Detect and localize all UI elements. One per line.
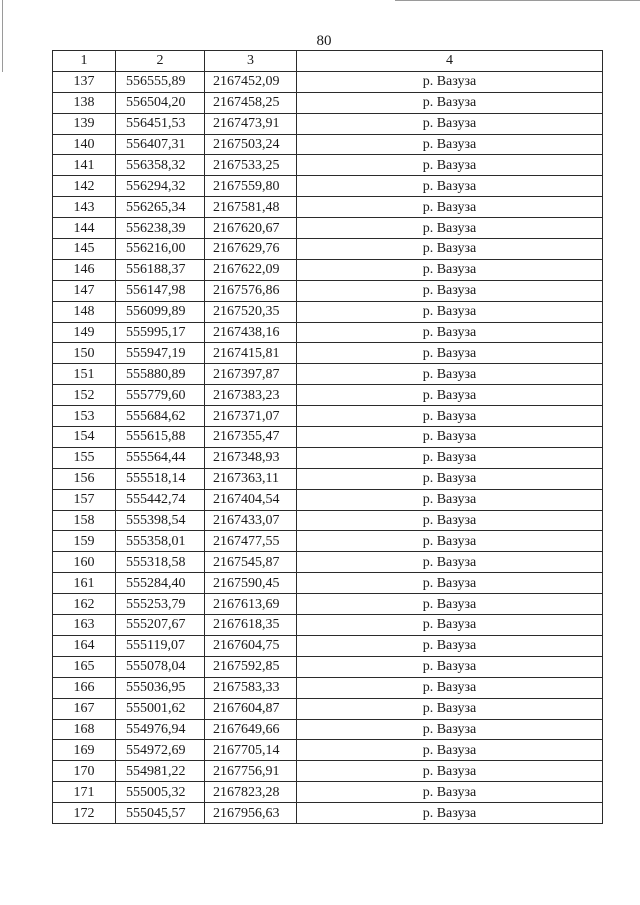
column-header-2: 2 [116, 51, 205, 72]
table-row [53, 740, 603, 761]
description-cell: р. Вазуза [297, 71, 603, 92]
table-row [53, 719, 603, 740]
point-number-cell: 165 [53, 656, 116, 677]
description-cell: р. Вазуза [297, 259, 603, 280]
point-number-cell: 142 [53, 176, 116, 197]
x-coordinate-cell: 556294,32 [116, 176, 205, 197]
table-row [53, 447, 603, 468]
table-row [53, 656, 603, 677]
y-coordinate-cell: 2167592,85 [205, 656, 297, 677]
point-number-cell: 172 [53, 803, 116, 824]
x-coordinate-cell: 555398,54 [116, 510, 205, 531]
x-coordinate-cell: 555442,74 [116, 489, 205, 510]
y-coordinate-cell: 2167545,87 [205, 552, 297, 573]
point-number-cell: 166 [53, 677, 116, 698]
y-coordinate-cell: 2167452,09 [205, 71, 297, 92]
point-number-cell: 169 [53, 740, 116, 761]
table-row [53, 552, 603, 573]
x-coordinate-cell: 555564,44 [116, 447, 205, 468]
point-number-cell: 140 [53, 134, 116, 155]
table-row [53, 468, 603, 489]
table-row [53, 239, 603, 260]
description-cell: р. Вазуза [297, 280, 603, 301]
point-number-cell: 143 [53, 197, 116, 218]
x-coordinate-cell: 555995,17 [116, 322, 205, 343]
point-number-cell: 150 [53, 343, 116, 364]
point-number-cell: 147 [53, 280, 116, 301]
table-row [53, 385, 603, 406]
description-cell: р. Вазуза [297, 573, 603, 594]
description-cell: р. Вазуза [297, 761, 603, 782]
y-coordinate-cell: 2167438,16 [205, 322, 297, 343]
y-coordinate-cell: 2167604,87 [205, 698, 297, 719]
x-coordinate-cell: 556504,20 [116, 92, 205, 113]
x-coordinate-cell: 555518,14 [116, 468, 205, 489]
table-row [53, 218, 603, 239]
description-cell: р. Вазуза [297, 489, 603, 510]
point-number-cell: 161 [53, 573, 116, 594]
y-coordinate-cell: 2167371,07 [205, 406, 297, 427]
x-coordinate-cell: 554972,69 [116, 740, 205, 761]
point-number-cell: 167 [53, 698, 116, 719]
table-row [53, 510, 603, 531]
table-row [53, 427, 603, 448]
description-cell: р. Вазуза [297, 740, 603, 761]
y-coordinate-cell: 2167363,11 [205, 468, 297, 489]
description-cell: р. Вазуза [297, 322, 603, 343]
description-cell: р. Вазуза [297, 406, 603, 427]
description-cell: р. Вазуза [297, 427, 603, 448]
description-cell: р. Вазуза [297, 155, 603, 176]
x-coordinate-cell: 556188,37 [116, 259, 205, 280]
table-body [53, 71, 603, 823]
point-number-cell: 148 [53, 301, 116, 322]
description-cell: р. Вазуза [297, 552, 603, 573]
x-coordinate-cell: 555779,60 [116, 385, 205, 406]
table-row [53, 677, 603, 698]
point-number-cell: 163 [53, 615, 116, 636]
point-number-cell: 146 [53, 259, 116, 280]
x-coordinate-cell: 555078,04 [116, 656, 205, 677]
description-cell: р. Вазуза [297, 239, 603, 260]
x-coordinate-cell: 554976,94 [116, 719, 205, 740]
description-cell: р. Вазуза [297, 803, 603, 824]
description-cell: р. Вазуза [297, 218, 603, 239]
y-coordinate-cell: 2167473,91 [205, 113, 297, 134]
y-coordinate-cell: 2167348,93 [205, 447, 297, 468]
point-number-cell: 145 [53, 239, 116, 260]
y-coordinate-cell: 2167477,55 [205, 531, 297, 552]
x-coordinate-cell: 556407,31 [116, 134, 205, 155]
description-cell: р. Вазуза [297, 134, 603, 155]
description-cell: р. Вазуза [297, 594, 603, 615]
description-cell: р. Вазуза [297, 635, 603, 656]
point-number-cell: 149 [53, 322, 116, 343]
x-coordinate-cell: 556147,98 [116, 280, 205, 301]
description-cell: р. Вазуза [297, 92, 603, 113]
table-row [53, 635, 603, 656]
x-coordinate-cell: 555253,79 [116, 594, 205, 615]
x-coordinate-cell: 555358,01 [116, 531, 205, 552]
description-cell: р. Вазуза [297, 531, 603, 552]
point-number-cell: 141 [53, 155, 116, 176]
table-row [53, 176, 603, 197]
x-coordinate-cell: 555615,88 [116, 427, 205, 448]
description-cell: р. Вазуза [297, 197, 603, 218]
x-coordinate-cell: 556238,39 [116, 218, 205, 239]
y-coordinate-cell: 2167533,25 [205, 155, 297, 176]
table-row [53, 594, 603, 615]
point-number-cell: 162 [53, 594, 116, 615]
y-coordinate-cell: 2167705,14 [205, 740, 297, 761]
description-cell: р. Вазуза [297, 364, 603, 385]
table-row [53, 615, 603, 636]
point-number-cell: 151 [53, 364, 116, 385]
point-number-cell: 168 [53, 719, 116, 740]
x-coordinate-cell: 556555,89 [116, 71, 205, 92]
y-coordinate-cell: 2167433,07 [205, 510, 297, 531]
x-coordinate-cell: 556216,00 [116, 239, 205, 260]
table-row [53, 134, 603, 155]
x-coordinate-cell: 555045,57 [116, 803, 205, 824]
table-row [53, 155, 603, 176]
table-row [53, 531, 603, 552]
x-coordinate-cell: 555684,62 [116, 406, 205, 427]
x-coordinate-cell: 555005,32 [116, 782, 205, 803]
point-number-cell: 139 [53, 113, 116, 134]
description-cell: р. Вазуза [297, 176, 603, 197]
table-row [53, 322, 603, 343]
table-row [53, 364, 603, 385]
point-number-cell: 144 [53, 218, 116, 239]
table-row [53, 71, 603, 92]
x-coordinate-cell: 556358,32 [116, 155, 205, 176]
table-row [53, 782, 603, 803]
table-row [53, 489, 603, 510]
table-row [53, 406, 603, 427]
y-coordinate-cell: 2167649,66 [205, 719, 297, 740]
x-coordinate-cell: 555119,07 [116, 635, 205, 656]
y-coordinate-cell: 2167581,48 [205, 197, 297, 218]
point-number-cell: 155 [53, 447, 116, 468]
point-number-cell: 164 [53, 635, 116, 656]
description-cell: р. Вазуза [297, 656, 603, 677]
y-coordinate-cell: 2167404,54 [205, 489, 297, 510]
x-coordinate-cell: 555036,95 [116, 677, 205, 698]
table-row [53, 259, 603, 280]
coordinates-table [52, 50, 603, 824]
column-header-3: 3 [205, 51, 297, 72]
description-cell: р. Вазуза [297, 510, 603, 531]
table-row [53, 113, 603, 134]
description-cell: р. Вазуза [297, 301, 603, 322]
y-coordinate-cell: 2167629,76 [205, 239, 297, 260]
y-coordinate-cell: 2167956,63 [205, 803, 297, 824]
table-row [53, 301, 603, 322]
y-coordinate-cell: 2167520,35 [205, 301, 297, 322]
table-row [53, 573, 603, 594]
y-coordinate-cell: 2167590,45 [205, 573, 297, 594]
x-coordinate-cell: 554981,22 [116, 761, 205, 782]
description-cell: р. Вазуза [297, 677, 603, 698]
page-number: 80 [316, 33, 332, 49]
x-coordinate-cell: 555318,58 [116, 552, 205, 573]
y-coordinate-cell: 2167458,25 [205, 92, 297, 113]
point-number-cell: 152 [53, 385, 116, 406]
table-row [53, 698, 603, 719]
point-number-cell: 159 [53, 531, 116, 552]
y-coordinate-cell: 2167415,81 [205, 343, 297, 364]
x-coordinate-cell: 555947,19 [116, 343, 205, 364]
description-cell: р. Вазуза [297, 468, 603, 489]
table-row [53, 280, 603, 301]
scan-edge-top-line [395, 0, 640, 1]
table-row [53, 197, 603, 218]
table-row [53, 92, 603, 113]
column-header-1: 1 [53, 51, 116, 72]
x-coordinate-cell: 555880,89 [116, 364, 205, 385]
description-cell: р. Вазуза [297, 719, 603, 740]
table-row [53, 761, 603, 782]
table-header [53, 51, 603, 72]
y-coordinate-cell: 2167383,23 [205, 385, 297, 406]
point-number-cell: 170 [53, 761, 116, 782]
x-coordinate-cell: 555284,40 [116, 573, 205, 594]
x-coordinate-cell: 555001,62 [116, 698, 205, 719]
y-coordinate-cell: 2167823,28 [205, 782, 297, 803]
description-cell: р. Вазуза [297, 698, 603, 719]
description-cell: р. Вазуза [297, 385, 603, 406]
y-coordinate-cell: 2167613,69 [205, 594, 297, 615]
y-coordinate-cell: 2167622,09 [205, 259, 297, 280]
table-row [53, 803, 603, 824]
y-coordinate-cell: 2167355,47 [205, 427, 297, 448]
y-coordinate-cell: 2167503,24 [205, 134, 297, 155]
x-coordinate-cell: 556265,34 [116, 197, 205, 218]
y-coordinate-cell: 2167397,87 [205, 364, 297, 385]
description-cell: р. Вазуза [297, 113, 603, 134]
description-cell: р. Вазуза [297, 447, 603, 468]
point-number-cell: 137 [53, 71, 116, 92]
description-cell: р. Вазуза [297, 343, 603, 364]
y-coordinate-cell: 2167618,35 [205, 615, 297, 636]
header-row [53, 51, 603, 72]
point-number-cell: 171 [53, 782, 116, 803]
y-coordinate-cell: 2167583,33 [205, 677, 297, 698]
x-coordinate-cell: 556451,53 [116, 113, 205, 134]
point-number-cell: 160 [53, 552, 116, 573]
point-number-cell: 138 [53, 92, 116, 113]
description-cell: р. Вазуза [297, 615, 603, 636]
x-coordinate-cell: 555207,67 [116, 615, 205, 636]
point-number-cell: 154 [53, 427, 116, 448]
column-header-4: 4 [297, 51, 603, 72]
point-number-cell: 156 [53, 468, 116, 489]
description-cell: р. Вазуза [297, 782, 603, 803]
y-coordinate-cell: 2167620,67 [205, 218, 297, 239]
point-number-cell: 157 [53, 489, 116, 510]
y-coordinate-cell: 2167756,91 [205, 761, 297, 782]
point-number-cell: 153 [53, 406, 116, 427]
y-coordinate-cell: 2167604,75 [205, 635, 297, 656]
table-row [53, 343, 603, 364]
y-coordinate-cell: 2167576,86 [205, 280, 297, 301]
point-number-cell: 158 [53, 510, 116, 531]
y-coordinate-cell: 2167559,80 [205, 176, 297, 197]
x-coordinate-cell: 556099,89 [116, 301, 205, 322]
